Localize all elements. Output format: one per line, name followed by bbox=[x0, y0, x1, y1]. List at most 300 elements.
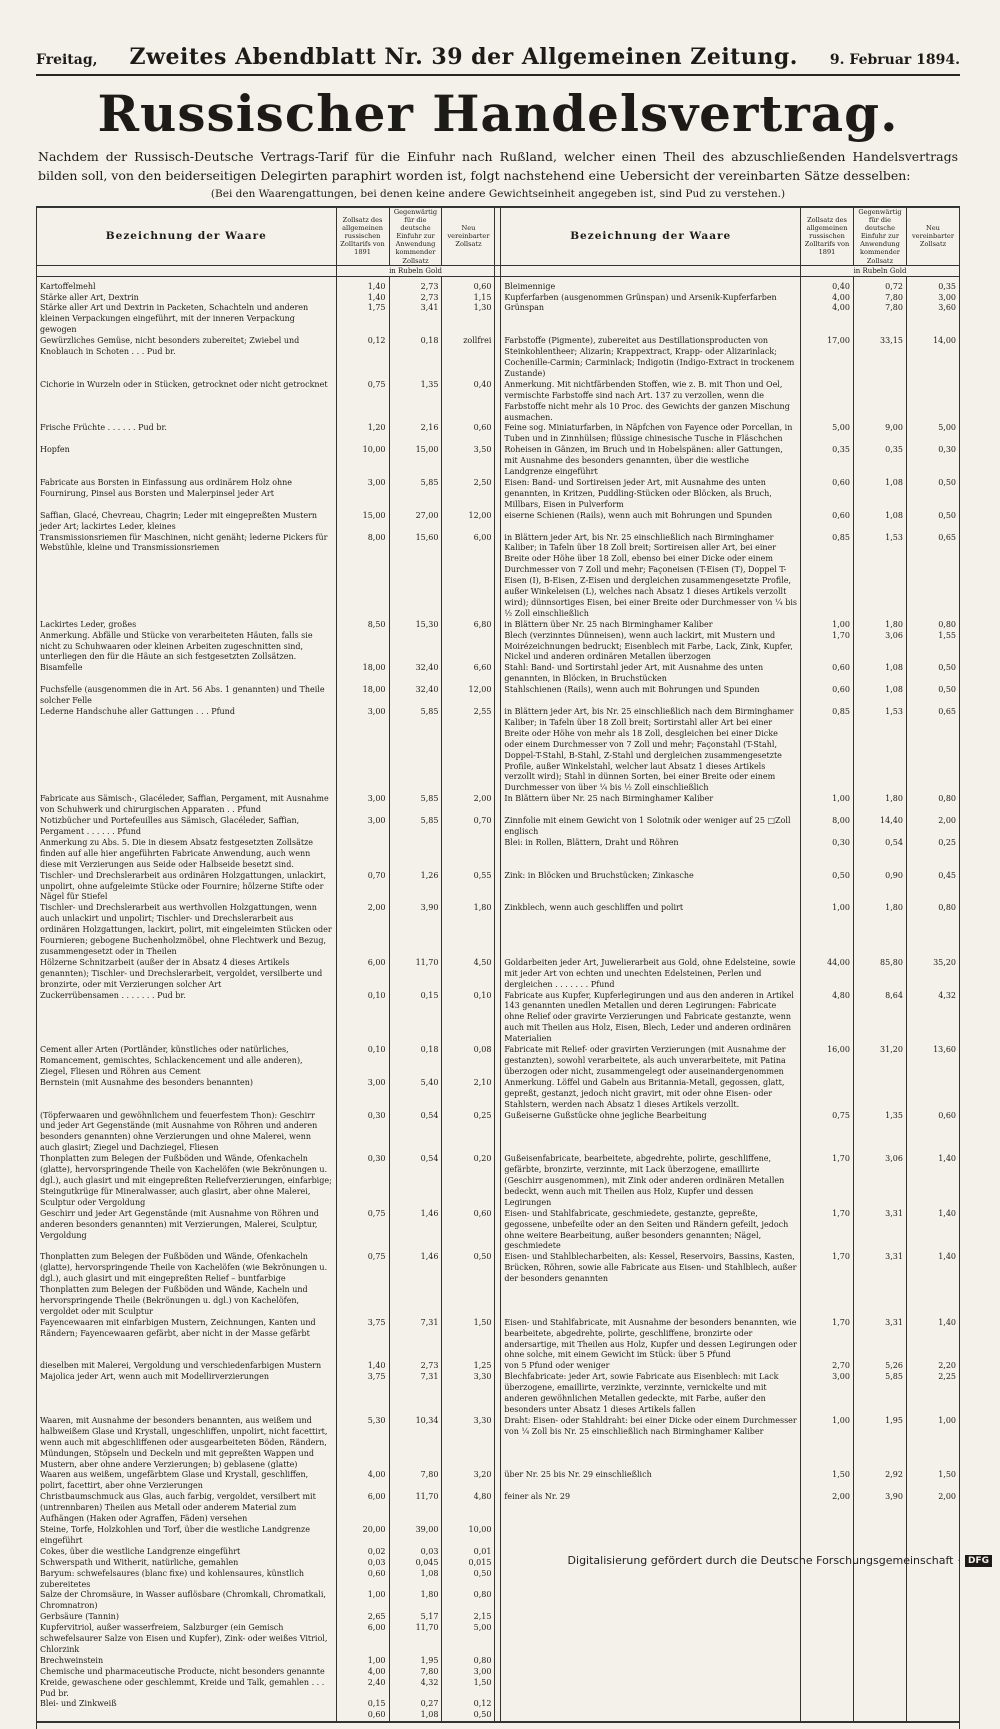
goods-name: Waaren, mit Ausnahme der besonders benannten, aus weißem und halbweißem Glase und Krystall, ungeschliffen, unpolirt, nicht facettirt, wenn auch mit abgeschliffenen oder ausgearbeiteten Böden, Rändern, Mündungen, Stöpseln und Deckeln und mit gepreßten Wappen und Mustern, aber ohne andere Verzierungen; b) geblasene (glatte) bbox=[37, 1416, 337, 1471]
duty-1891 bbox=[801, 1078, 854, 1111]
goods-name: Tischler- und Drechslerarbeit aus werthvollen Holzgattungen, wenn auch unlackirt und unpolirt; Tischler- und Drechslerarbeit aus ordinären Holzgattungen, lackirt, polirt, mit eingeleimten Stücken oder Fournieren; gebogene Buchenholzmöbel, ohne Flechtwerk und Bezug, zusammengesetzt oder in Theilen bbox=[37, 903, 337, 958]
duty-new: 0,25 bbox=[906, 838, 959, 871]
duty-new: 1,25 bbox=[442, 1361, 495, 1372]
empty-cell bbox=[501, 1569, 801, 1591]
duty-1891 bbox=[801, 380, 854, 424]
duty-current: 0,54 bbox=[853, 838, 906, 871]
duty-current: 0,35 bbox=[853, 445, 906, 478]
goods-name: Feine sog. Miniaturfarben, in Näpfchen von Fayence oder Porcellan, in Tuben und in Zinnhülsen; flüssige chinesische Tusche in Fläschchen bbox=[501, 423, 801, 445]
duty-current bbox=[389, 838, 442, 871]
duty-current: 33,15 bbox=[853, 336, 906, 380]
duty-current: 7,31 bbox=[389, 1372, 442, 1416]
goods-name: Thonplatten zum Belegen der Fußböden und Wände, Ofenkacheln (glatte), hervorspringende Theile von Kachelöfen (wie Bekrönungen u. dgl.), auch glasirt und mit eingepreßten Relief – buntfarbige Thonplatten zum Belegen der Fußböden und Wände, Kacheln und hervorspringende Theile (Bekrönungen u. dgl.) von Kachelöfen, vergoldet oder mit Sculptur bbox=[37, 1252, 337, 1317]
duty-current: 3,90 bbox=[389, 903, 442, 958]
duty-new: 0,50 bbox=[442, 1710, 495, 1722]
goods-name: Farbstoffe (Pigmente), zubereitet aus Destillationsproducten von Steinkohlentheer; Alizarin; Krappextract, Krapp- oder Alizarinlack; Cochenille-Carmin; Carminlack; Indigotin (Indigo-Extract in trockenem Zustande) bbox=[501, 336, 801, 380]
duty-new: zollfrei bbox=[442, 336, 495, 380]
duty-current: 1,80 bbox=[853, 620, 906, 631]
duty-1891: 1,00 bbox=[801, 620, 854, 631]
duty-1891: 0,60 bbox=[801, 478, 854, 511]
duty-new: 3,60 bbox=[906, 303, 959, 336]
goods-name: Steine, Torfe, Holzkohlen und Torf, über die westliche Landgrenze eingeführt bbox=[37, 1525, 337, 1547]
goods-name: Hopfen bbox=[37, 445, 337, 478]
table-row bbox=[37, 1111, 960, 1155]
duty-new: 0,80 bbox=[906, 620, 959, 631]
duty-new: 2,10 bbox=[442, 1078, 495, 1111]
goods-name: Eisen- und Stahlbleсharbeiten, als: Kessel, Reservoirs, Bassins, Kasten, Brücken, Röhren, sowie alle Fabricate aus Eisen- und Stahlblech, außer der besonders genannten bbox=[501, 1252, 801, 1317]
duty-new: 0,40 bbox=[442, 380, 495, 424]
duty-new: 3,50 bbox=[442, 445, 495, 478]
goods-name: von 5 Pfund oder weniger bbox=[501, 1361, 801, 1372]
table-row bbox=[37, 1612, 960, 1623]
unit-spacer-left bbox=[37, 265, 337, 276]
duty-current: 1,35 bbox=[853, 1111, 906, 1155]
goods-name: Stahlschienen (Rails), wenn auch mit Bohrungen und Spunden bbox=[501, 685, 801, 707]
duty-current: 1,08 bbox=[853, 478, 906, 511]
duty-new: 2,00 bbox=[906, 816, 959, 838]
duty-1891: 18,00 bbox=[336, 685, 389, 707]
duty-current: 3,41 bbox=[389, 303, 442, 336]
duty-new: 0,30 bbox=[906, 445, 959, 478]
duty-1891: 0,60 bbox=[336, 1569, 389, 1591]
duty-1891: 15,00 bbox=[336, 511, 389, 533]
duty-new: 3,00 bbox=[906, 293, 959, 304]
table-row bbox=[37, 1699, 960, 1710]
duty-current: 2,73 bbox=[389, 1361, 442, 1372]
duty-new: 10,00 bbox=[442, 1525, 495, 1547]
duty-1891: 4,00 bbox=[801, 303, 854, 336]
table-row bbox=[37, 838, 960, 871]
duty-current: 1,80 bbox=[389, 1590, 442, 1612]
duty-1891: 0,30 bbox=[801, 838, 854, 871]
table-row bbox=[37, 1590, 960, 1612]
duty-new: 0,50 bbox=[906, 685, 959, 707]
empty-cell bbox=[801, 1667, 854, 1678]
duty-current: 10,34 bbox=[389, 1416, 442, 1471]
duty-new: 0,50 bbox=[906, 478, 959, 511]
table-row bbox=[37, 445, 960, 478]
goods-name: Kupfervitriol, außer wasserfreiem, Salzburger (ein Gemisch schwefelsaurer Salze von Eisen und Kupfer), Zink- oder weißes Vitriol, Chlorzink bbox=[37, 1623, 337, 1656]
duty-current: 7,80 bbox=[389, 1470, 442, 1492]
unit-label-left: in Rubeln Gold bbox=[336, 265, 495, 276]
duty-current: 3,31 bbox=[853, 1318, 906, 1362]
duty-current: 11,70 bbox=[389, 1623, 442, 1656]
duty-new: 1,40 bbox=[906, 1154, 959, 1209]
goods-name: Saffian, Glacé, Chevreau, Chagrin; Leder mit eingepreßten Mustern jeder Art; lackirtes Leder, kleines bbox=[37, 511, 337, 533]
empty-cell bbox=[801, 1525, 854, 1547]
duty-1891: 0,60 bbox=[801, 511, 854, 533]
credit-text: Digitalisierung gefördert durch die Deutsche Forschungsgemeinschaft bbox=[567, 1554, 954, 1567]
table-row bbox=[37, 958, 960, 991]
duty-current: 0,90 bbox=[853, 871, 906, 904]
goods-name: Gußeiserne Gußstücke ohne jegliche Bearbeitung bbox=[501, 1111, 801, 1155]
duty-new: 0,60 bbox=[906, 1111, 959, 1155]
duty-current: 0,18 bbox=[389, 1045, 442, 1078]
duty-new: 0,70 bbox=[442, 816, 495, 838]
goods-name: Tischler- und Drechslerarbeit aus ordinären Holzgattungen, unlackirt, unpolirt, ohne aufgeleimte Stücke oder Fournire; hölzerne Stifte oder Nägel für Stiefel bbox=[37, 871, 337, 904]
duty-1891: 5,00 bbox=[801, 423, 854, 445]
duty-current: 1,80 bbox=[853, 903, 906, 958]
duty-1891: 0,60 bbox=[336, 1710, 389, 1722]
duty-new: 1,50 bbox=[442, 1678, 495, 1700]
goods-name: Salze der Chromsäure, in Wasser auflösbare (Chromkali, Chromatkali, Chromnatron) bbox=[37, 1590, 337, 1612]
duty-1891: 0,85 bbox=[801, 533, 854, 620]
table-row bbox=[37, 1569, 960, 1591]
empty-cell bbox=[801, 1710, 854, 1722]
table-row bbox=[37, 1623, 960, 1656]
table-row bbox=[37, 276, 960, 292]
col-header-1891-right: Zollsatz des allgemeinen russischen Zolltarifs von 1891 bbox=[801, 207, 854, 265]
duty-1891: 0,50 bbox=[801, 871, 854, 904]
duty-1891: 0,30 bbox=[336, 1111, 389, 1155]
table-row bbox=[37, 1656, 960, 1667]
table-row bbox=[37, 511, 960, 533]
duty-1891 bbox=[336, 631, 389, 664]
duty-current: 5,85 bbox=[389, 794, 442, 816]
duty-new: 0,55 bbox=[442, 871, 495, 904]
duty-1891: 3,00 bbox=[336, 816, 389, 838]
duty-1891 bbox=[336, 838, 389, 871]
duty-1891: 8,00 bbox=[336, 533, 389, 620]
duty-new: 3,30 bbox=[442, 1416, 495, 1471]
duty-1891: 0,75 bbox=[336, 1252, 389, 1317]
duty-current: 15,60 bbox=[389, 533, 442, 620]
duty-1891: 1,20 bbox=[336, 423, 389, 445]
duty-current: 0,72 bbox=[853, 276, 906, 292]
table-row bbox=[37, 1154, 960, 1209]
duty-current: 5,85 bbox=[853, 1372, 906, 1416]
duty-current bbox=[389, 631, 442, 664]
duty-1891: 4,00 bbox=[801, 293, 854, 304]
duty-new: 1,40 bbox=[906, 1252, 959, 1317]
empty-cell bbox=[906, 1699, 959, 1710]
table-row bbox=[37, 1252, 960, 1317]
goods-name: Zink: in Blöcken und Bruchstücken; Zinkasche bbox=[501, 871, 801, 904]
goods-name: Kreide, gewaschene oder geschlemmt, Kreide und Talk, gemahlen . . . Pud br. bbox=[37, 1678, 337, 1700]
duty-new: 3,20 bbox=[442, 1470, 495, 1492]
goods-name: Roheisen in Gänzen, im Bruch und in Hobelspänen: aller Gattungen, mit Ausnahme des besonders genannten, über die westliche Landgrenze eingeführt bbox=[501, 445, 801, 478]
duty-current: 3,06 bbox=[853, 631, 906, 664]
duty-current: 9,00 bbox=[853, 423, 906, 445]
duty-new: 0,50 bbox=[442, 1569, 495, 1591]
duty-new: 2,00 bbox=[442, 794, 495, 816]
table-row bbox=[37, 533, 960, 620]
duty-1891: 4,00 bbox=[336, 1470, 389, 1492]
duty-current: 7,31 bbox=[389, 1318, 442, 1362]
duty-current: 0,045 bbox=[389, 1558, 442, 1569]
table-row bbox=[37, 380, 960, 424]
empty-cell bbox=[906, 1569, 959, 1591]
empty-cell bbox=[801, 1699, 854, 1710]
duty-1891: 18,00 bbox=[336, 663, 389, 685]
article-intro: Nachdem der Russisch-Deutsche Vertrags-Tarif für die Einfuhr nach Rußland, welcher einen Theil des abzuschließenden Handelsvertrags bilden soll, von den beiderseitigen Delegirten paraphirt worden ist, folgt nachstehend eine Uebersicht der vereinbarten Sätze desselben: bbox=[38, 149, 958, 183]
empty-cell bbox=[501, 1656, 801, 1667]
table-row bbox=[37, 478, 960, 511]
duty-current bbox=[853, 1078, 906, 1111]
table-row bbox=[37, 1045, 960, 1078]
duty-1891: 0,75 bbox=[336, 380, 389, 424]
duty-1891: 3,00 bbox=[336, 707, 389, 794]
goods-name: Stärke aller Art und Dextrin in Packeten, Schachteln und anderen kleinen Verpackungen eingeführt, mit der inneren Verpackung gewogen bbox=[37, 303, 337, 336]
duty-1891: 4,80 bbox=[801, 991, 854, 1046]
dfg-logo: DFG bbox=[965, 1555, 992, 1567]
goods-name: Draht: Eisen- oder Stahldraht: bei einer Dicke oder einem Durchmesser von ¼ Zoll bis Nr. 25 einschließlich nach Birminghamer Kaliber bbox=[501, 1416, 801, 1471]
duty-1891: 3,00 bbox=[336, 794, 389, 816]
goods-name: Anmerkung zu Abs. 5. Die in diesem Absatz festgesetzten Zollsätze finden auf alle hier angeführten Fabricate Anwendung, auch wenn diese mit Verzierungen aus Seide oder Halbseide besetzt sind. bbox=[37, 838, 337, 871]
table-row bbox=[37, 707, 960, 794]
duty-1891: 3,00 bbox=[336, 478, 389, 511]
duty-new: 13,60 bbox=[906, 1045, 959, 1078]
goods-name: Fabricate aus Kupfer, Kupferlegirungen und aus den anderen in Artikel 143 genannten unedlen Metallen und deren Legirungen: Fabricate ohne Relief oder gravirte Verzierungen und Fabricate gestanzte, wenn auch mit Theilen aus Holz, Eisen, Blech, Leder und anderen ordinären Materialien bbox=[501, 991, 801, 1046]
duty-1891: 6,00 bbox=[336, 1492, 389, 1525]
table-row bbox=[37, 1678, 960, 1700]
goods-name: Schwerspath und Witherit, natürliche, gemahlen bbox=[37, 1558, 337, 1569]
weight-note: (Bei den Waarengattungen, bei denen keine andere Gewichtseinheit angegeben ist, sind Pud zu verstehen.) bbox=[210, 188, 786, 200]
article-title: Russischer Handelsvertrag. bbox=[97, 84, 899, 143]
duty-new: 0,80 bbox=[906, 903, 959, 958]
duty-current: 0,03 bbox=[389, 1547, 442, 1558]
goods-name: Gerbsäure (Tannin) bbox=[37, 1612, 337, 1623]
duty-new bbox=[442, 631, 495, 664]
duty-current: 2,92 bbox=[853, 1470, 906, 1492]
goods-name: Lackirtes Leder, großes bbox=[37, 620, 337, 631]
table-row bbox=[37, 903, 960, 958]
duty-new: 1,40 bbox=[906, 1209, 959, 1253]
table-row bbox=[37, 293, 960, 304]
duty-1891: 1,75 bbox=[336, 303, 389, 336]
duty-1891: 6,00 bbox=[336, 1623, 389, 1656]
table-row bbox=[37, 1361, 960, 1372]
table-row bbox=[37, 1318, 960, 1362]
col-header-new-left: Neu vereinbarter Zollsatz bbox=[442, 207, 495, 265]
empty-cell bbox=[501, 1525, 801, 1547]
duty-new: 4,32 bbox=[906, 991, 959, 1046]
empty-cell bbox=[853, 1612, 906, 1623]
duty-new: 0,65 bbox=[906, 707, 959, 794]
goods-name: Cichorie in Wurzeln oder in Stücken, getrocknet oder nicht getrocknet bbox=[37, 380, 337, 424]
duty-1891: 0,02 bbox=[336, 1547, 389, 1558]
duty-1891: 0,75 bbox=[801, 1111, 854, 1155]
duty-current: 1,80 bbox=[853, 794, 906, 816]
goods-name: Blei: in Rollen, Blättern, Draht und Röhren bbox=[501, 838, 801, 871]
duty-current: 1,08 bbox=[853, 685, 906, 707]
empty-cell bbox=[853, 1667, 906, 1678]
duty-current: 1,08 bbox=[853, 511, 906, 533]
duty-1891: 8,50 bbox=[336, 620, 389, 631]
duty-current: 3,90 bbox=[853, 1492, 906, 1525]
duty-new: 1,50 bbox=[442, 1318, 495, 1362]
table-row bbox=[37, 1209, 960, 1253]
col-header-1891-left: Zollsatz des allgemeinen russischen Zolltarifs von 1891 bbox=[336, 207, 389, 265]
table-row bbox=[37, 1710, 960, 1722]
duty-current: 1,46 bbox=[389, 1209, 442, 1253]
goods-name: Blech (verzinntes Dünneisen), wenn auch lackirt, mit Mustern und Moirézeichnungen bedruckt; Eisenblech mit Farbe, Lack, Zink, Kupfer, Nickel und anderen ordinären Metallen überzogen bbox=[501, 631, 801, 664]
goods-name: Anmerkung. Abfälle und Stücke von verarbeiteten Häuten, falls sie nicht zu Schuhwaaren oder kleinen Arbeiten zugeschnitten sind, unterliegen den für die Häute an sich festgesetzten Zollsätzen. bbox=[37, 631, 337, 664]
goods-name: Fabricate aus Sämisch-, Glacéleder, Saffian, Pergament, mit Ausnahme von Schuhwerk und chirurgischen Apparaten . . Pfund bbox=[37, 794, 337, 816]
duty-new: 6,00 bbox=[442, 533, 495, 620]
duty-new: 0,08 bbox=[442, 1045, 495, 1078]
duty-new: 12,00 bbox=[442, 685, 495, 707]
empty-cell bbox=[853, 1710, 906, 1722]
masthead-title: Zweites Abendblatt Nr. 39 der Allgemeinen Zeitung. bbox=[129, 44, 798, 70]
duty-current: 1,46 bbox=[389, 1252, 442, 1317]
empty-cell bbox=[801, 1590, 854, 1612]
goods-name: Zinnfolie mit einem Gewicht von 1 Solotnik oder weniger auf 25 □Zoll englisch bbox=[501, 816, 801, 838]
empty-cell bbox=[906, 1667, 959, 1678]
table-row bbox=[37, 1470, 960, 1492]
duty-current: 2,73 bbox=[389, 276, 442, 292]
empty-cell bbox=[906, 1623, 959, 1656]
duty-new: 2,20 bbox=[906, 1361, 959, 1372]
duty-new: 35,20 bbox=[906, 958, 959, 991]
duty-new: 4,80 bbox=[442, 1492, 495, 1525]
duty-current: 7,80 bbox=[853, 293, 906, 304]
duty-1891: 16,00 bbox=[801, 1045, 854, 1078]
duty-1891: 0,15 bbox=[336, 1699, 389, 1710]
duty-1891: 1,70 bbox=[801, 1252, 854, 1317]
goods-name: Bleimennige bbox=[501, 276, 801, 292]
duty-new: 1,30 bbox=[442, 303, 495, 336]
goods-name: Thonplatten zum Belegen der Fußböden und Wände, Ofenkacheln (glatte), hervorspringende Theile von Kachelöfen (wie Bekrönungen u. dgl.), auch glasirt und mit eingepreßten Reliefverzierungen, einfarbige; Steingutkrüge für Mineralwasser, auch glasirt, aber ohne Malerei, Sculptur oder Vergoldung bbox=[37, 1154, 337, 1209]
empty-cell bbox=[906, 1612, 959, 1623]
goods-name: In Blättern über Nr. 25 nach Birminghamer Kaliber bbox=[501, 794, 801, 816]
date-label: 9. Februar 1894. bbox=[829, 52, 960, 68]
goods-name: Baryum: schwefelsaures (blanc fixe) und kohlensaures, künstlich zubereitetes bbox=[37, 1569, 337, 1591]
table-row bbox=[37, 423, 960, 445]
duty-new: 4,50 bbox=[442, 958, 495, 991]
duty-current: 2,73 bbox=[389, 293, 442, 304]
duty-new: 1,15 bbox=[442, 293, 495, 304]
duty-current: 27,00 bbox=[389, 511, 442, 533]
duty-1891: 0,03 bbox=[336, 1558, 389, 1569]
col-header-current-left: Gegenwärtig für die deutsche Einfuhr zur Anwendung kommender Zollsatz bbox=[389, 207, 442, 265]
goods-name: Blechfabricate: jeder Art, sowie Fabricate aus Eisenblech: mit Lack überzogene, emaillirte, verzinkte, verzinnte, vernickelte und mit anderen gewöhnlichen Metallen gedeckte, mit Farbe, außer den besonders unter Absatz 1 dieses Artikels fallen bbox=[501, 1372, 801, 1416]
table-row bbox=[37, 1372, 960, 1416]
goods-name: Stärke aller Art, Dextrin bbox=[37, 293, 337, 304]
duty-1891: 0,10 bbox=[336, 1045, 389, 1078]
duty-current: 85,80 bbox=[853, 958, 906, 991]
unit-spacer-right bbox=[501, 265, 801, 276]
duty-1891: 2,70 bbox=[801, 1361, 854, 1372]
goods-name: Notizbücher und Portefeuilles aus Sämisch, Glacéleder, Saffian, Pergament . . . . . . Pfund bbox=[37, 816, 337, 838]
duty-current: 3,31 bbox=[853, 1209, 906, 1253]
goods-name: Goldarbeiten jeder Art, Juwelierarbeit aus Gold, ohne Edelsteine, sowie mit jeder Art von echten und unechten Edelsteinen, Perlen und dergleichen . . . . . . . Pfund bbox=[501, 958, 801, 991]
duty-new: 1,00 bbox=[906, 1416, 959, 1471]
duty-current: 11,70 bbox=[389, 958, 442, 991]
duty-current: 1,95 bbox=[853, 1416, 906, 1471]
duty-current: 5,17 bbox=[389, 1612, 442, 1623]
duty-new: 0,25 bbox=[442, 1111, 495, 1155]
duty-new: 0,80 bbox=[442, 1656, 495, 1667]
duty-new bbox=[906, 1078, 959, 1111]
duty-new: 0,80 bbox=[442, 1590, 495, 1612]
duty-new: 0,50 bbox=[906, 511, 959, 533]
table-row bbox=[37, 303, 960, 336]
duty-new: 2,50 bbox=[442, 478, 495, 511]
table-row bbox=[37, 1416, 960, 1471]
duty-new: 12,00 bbox=[442, 511, 495, 533]
empty-cell bbox=[853, 1699, 906, 1710]
duty-new: 3,00 bbox=[442, 1667, 495, 1678]
duty-new: 0,65 bbox=[906, 533, 959, 620]
duty-1891: 1,00 bbox=[801, 1416, 854, 1471]
duty-new: 2,55 bbox=[442, 707, 495, 794]
duty-new: 6,80 bbox=[442, 620, 495, 631]
duty-current: 1,26 bbox=[389, 871, 442, 904]
goods-name: Lederne Handschuhe aller Gattungen . . . Pfund bbox=[37, 707, 337, 794]
duty-current: 14,40 bbox=[853, 816, 906, 838]
duty-1891: 17,00 bbox=[801, 336, 854, 380]
goods-name: Eisen- und Stahlfabricate, mit Ausnahme der besonders benannten, wie bearbeitete, abgedrehte, polirte, geschliffene, bronzirte oder andersartige, mit Theilen aus Holz, Kupfer und dessen Legirungen oder ohne solche, mit einem Gewicht im Stück: über 5 Pfund bbox=[501, 1318, 801, 1362]
duty-current: 1,53 bbox=[853, 533, 906, 620]
duty-new: 0,45 bbox=[906, 871, 959, 904]
duty-current: 7,80 bbox=[389, 1667, 442, 1678]
duty-1891: 1,70 bbox=[801, 1318, 854, 1362]
goods-name: Eisen: Band- und Sortireisen jeder Art, mit Ausnahme des unten genannten, in Kritzen, Puddling-Stücken oder Blöcken, als Bruch, Millbars, Eisen in Pulverform bbox=[501, 478, 801, 511]
duty-new: 5,00 bbox=[442, 1623, 495, 1656]
duty-1891: 1,70 bbox=[801, 1154, 854, 1209]
goods-name: Blei- und Zinkweiß bbox=[37, 1699, 337, 1710]
table-row bbox=[37, 794, 960, 816]
duty-1891: 1,00 bbox=[801, 794, 854, 816]
duty-1891: 1,50 bbox=[801, 1470, 854, 1492]
table-row bbox=[37, 336, 960, 380]
goods-name: (Töpferwaaren und gewöhnlichem und feuerfestem Thon): Geschirr und jeder Art Gegenstände (mit Ausnahme von Röhren und anderen besonders genannten) ohne Verzierungen und ohne Malerei, wenn auch glasirt; Ziegel und Dachziegel, Fliesen bbox=[37, 1111, 337, 1155]
duty-1891: 3,00 bbox=[801, 1372, 854, 1416]
duty-new: 1,80 bbox=[442, 903, 495, 958]
empty-cell bbox=[501, 1623, 801, 1656]
empty-cell bbox=[501, 1667, 801, 1678]
table-bottom-rule bbox=[37, 1722, 960, 1729]
duty-1891: 0,35 bbox=[801, 445, 854, 478]
goods-name: über Nr. 25 bis Nr. 29 einschließlich bbox=[501, 1470, 801, 1492]
goods-name: Anmerkung. Mit nichtfärbenden Stoffen, wie z. B. mit Thon und Oel, vermischte Farbstoffe sind nach Art. 137 zu verzollen, wenn die Farbstoffe nicht mehr als 10 Proc. des Gewichts der ganzen Mischung ausmachen. bbox=[501, 380, 801, 424]
duty-1891: 20,00 bbox=[336, 1525, 389, 1547]
empty-cell bbox=[853, 1590, 906, 1612]
goods-name: Gewürzliches Gemüse, nicht besonders zubereitet; Zwiebel und Knoblauch in Schoten . . . Pud br. bbox=[37, 336, 337, 380]
duty-current: 11,70 bbox=[389, 1492, 442, 1525]
goods-name: Frische Früchte . . . . . . Pud br. bbox=[37, 423, 337, 445]
duty-current: 1,95 bbox=[389, 1656, 442, 1667]
empty-cell bbox=[801, 1678, 854, 1700]
table-row bbox=[37, 991, 960, 1046]
newspaper-page bbox=[36, 44, 960, 1729]
empty-cell bbox=[801, 1623, 854, 1656]
goods-name bbox=[37, 1710, 337, 1722]
duty-new: 0,10 bbox=[442, 991, 495, 1046]
duty-1891: 44,00 bbox=[801, 958, 854, 991]
goods-name: dieselben mit Malerei, Vergoldung und verschiedenfarbigen Mustern bbox=[37, 1361, 337, 1372]
goods-name: in Blättern jeder Art, bis Nr. 25 einschließlich nach Birminghamer Kaliber; in Tafeln über 18 Zoll breit; Sortireisen aller Art, bei einer Breite oder Höhe über 18 Zoll, ebenso bei einer Dicke oder einem Durchmesser von 7 Zoll und mehr; Façoneisen (T-Eisen (T), Doppel T-Eisen (I), B-Eisen, Z-Eisen und dergleichen zusammengesetzte Profile, außer Winkeleisen (L), welches nach Absatz 1 dieses Artikels verzollt wird); dünnsortiges Eisen, bei einer Breite oder Durchmesser von ¼ bis ½ Zoll einschließlich bbox=[501, 533, 801, 620]
duty-current: 2,16 bbox=[389, 423, 442, 445]
duty-1891: 4,00 bbox=[336, 1667, 389, 1678]
table-row bbox=[37, 1492, 960, 1525]
goods-name: Hölzerne Schnitzarbeit (außer der in Absatz 4 dieses Artikels genannten); Tischler- und Drechslerarbeit, vergoldet, versilberte und bronzirte, oder mit Verzierungen solcher Art bbox=[37, 958, 337, 991]
table-row bbox=[37, 1667, 960, 1678]
goods-name: Bisamfelle bbox=[37, 663, 337, 685]
duty-current: 39,00 bbox=[389, 1525, 442, 1547]
duty-1891: 0,60 bbox=[801, 685, 854, 707]
empty-cell bbox=[906, 1525, 959, 1547]
duty-new: 2,25 bbox=[906, 1372, 959, 1416]
duty-1891: 3,00 bbox=[336, 1078, 389, 1111]
duty-current: 15,00 bbox=[389, 445, 442, 478]
goods-name: Anmerkung. Löffel und Gabeln aus Britannia-Metall, gegossen, glatt, gepreßt, gestanzt, jedoch nicht gravirt, mit oder ohne Eisen- oder Stahlstern, werden nach Absatz 1 dieses Artikels verzollt. bbox=[501, 1078, 801, 1111]
duty-current: 1,08 bbox=[389, 1710, 442, 1722]
table-row bbox=[37, 685, 960, 707]
goods-name: Kupferfarben (ausgenommen Grünspan) und Arsenik-Kupferfarben bbox=[501, 293, 801, 304]
empty-cell bbox=[501, 1590, 801, 1612]
